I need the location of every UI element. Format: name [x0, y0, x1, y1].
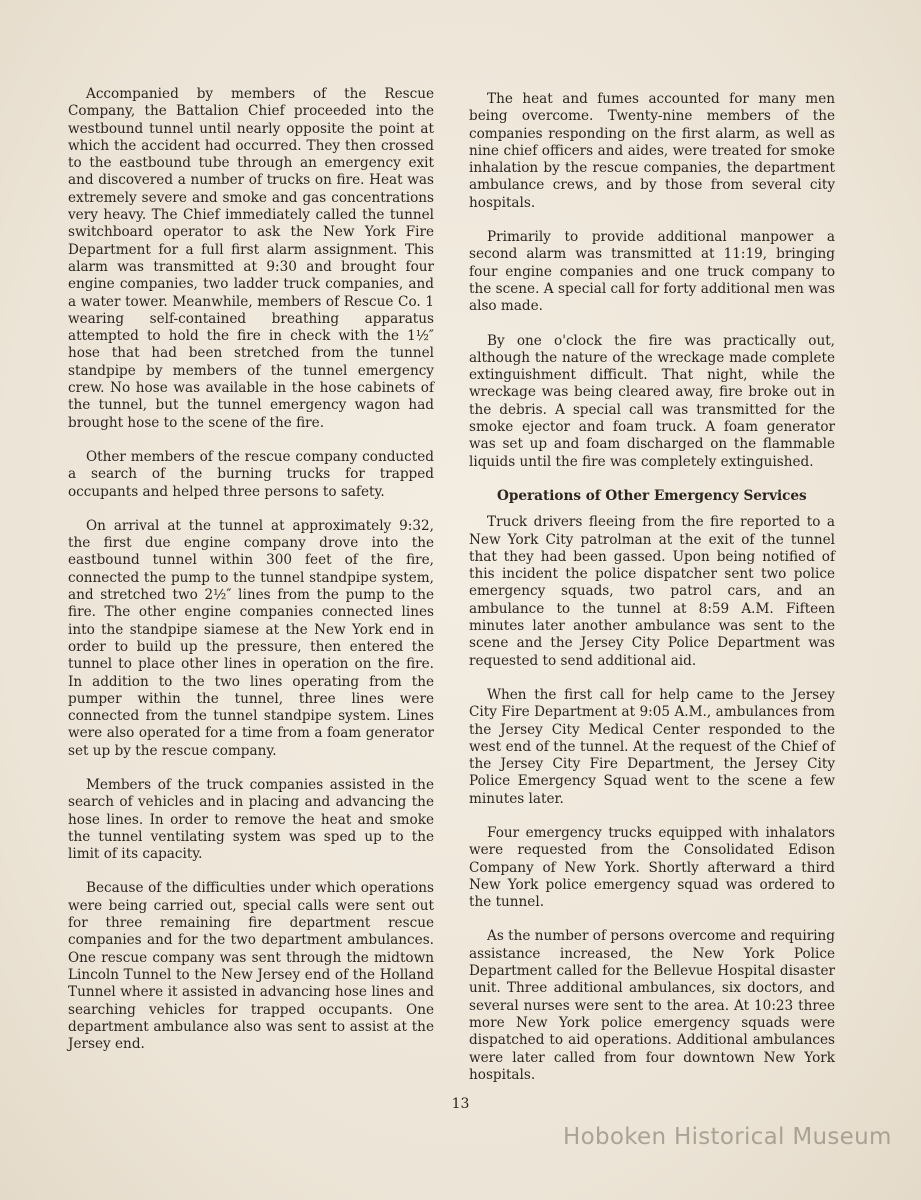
paragraph: The heat and fumes accounted for many men being overcome. Twenty-nine members of the companies responding on the first alarm, as well as nine chief officers and aides, were treated for smoke inhalation by the rescue companies, the department ambulance crews, and by those from several city hospitals. — [469, 91, 835, 211]
paragraph: Members of the truck companies assisted in the search of vehicles and in placing and advancing the hose lines. In order to remove the heat and smoke the tunnel ventilating system was sped up to the limit of its capacity. — [68, 776, 434, 863]
section-heading: Operations of Other Emergency Services — [497, 487, 807, 504]
paragraph: Accompanied by members of the Rescue Company, the Battalion Chief proceeded into the westbound tunnel until nearly opposite the point at which the accident had occurred. They then crossed to the eastbound tube through an emergency exit and discovered a number of trucks on fire. Heat was extremely severe and smoke and gas concentrations very heavy. The Chief immediately called the tunnel switchboard operator to ask the New York Fire Department for a full first alarm assignment. This alarm was transmitted at 9:30 and brought four engine companies, two ladder truck companies, and a water tower. Meanwhile, members of Rescue Co. 1 wearing self-contained breathing apparatus attempted to hold the fire in check with the 1½″ hose that had been stretched from the tunnel standpipe by members of the tunnel emergency crew. No hose was available in the hose cabinets of the tunnel, but the tunnel emergency wagon had brought hose to the scene of the fire. — [68, 86, 434, 431]
paragraph: Because of the difficulties under which operations were being carried out, special calls were sent out for three remaining fire department rescue companies and for the two department ambulances. One rescue company was sent through the midtown Lincoln Tunnel to the New Jersey end of the Holland Tunnel where it assisted in advancing hose lines and searching vehicles for trapped occupants. One department ambulance also was sent to assist at the Jersey end. — [68, 880, 434, 1053]
left-column — [68, 86, 434, 1070]
paragraph: When the first call for help came to the Jersey City Fire Department at 9:05 A.M., ambulances from the Jersey City Medical Center responded to the west end of the tunnel. At the request of the Chief of the Jersey City Fire Department, the Jersey City Police Emergency Squad went to the scene a few minutes later. — [469, 686, 835, 807]
page-number: 13 — [451, 1096, 470, 1112]
paragraph: Other members of the rescue company conducted a search of the burning trucks for trapped occupants and helped three persons to safety. — [68, 448, 434, 500]
paragraph: Primarily to provide additional manpower a second alarm was transmitted at 11:19, bringing four engine companies and one truck company to the scene. A special call for forty additional men was also made. — [469, 229, 835, 315]
paragraph: As the number of persons overcome and requiring assistance increased, the New York Police Department called for the Bellevue Hospital disaster unit. Three additional ambulances, six doctors, and several nurses were sent to the area. At 10:23 three more New York police emergency squads were dispatched to aid operations. Additional ambulances were later called from four downtown New York hospitals. — [469, 928, 835, 1083]
right-column — [469, 91, 835, 1101]
paragraph: On arrival at the tunnel at approximately 9:32, the first due engine company drove into the eastbound tunnel within 300 feet of the fire, connected the pump to the tunnel standpipe system, and stretched two 2½″ lines from the pump to the fire. The other engine companies connected lines into the standpipe siamese at the New York end in order to build up the pressure, then entered the tunnel to place other lines in operation on the fire. In addition to the two lines operating from the pumper within the tunnel, three lines were connected from the tunnel standpipe system. Lines were also operated for a time from a foam generator set up by the rescue company. — [68, 517, 434, 759]
paragraph: Four emergency trucks equipped with inhalators were requested from the Consolidated Edison Company of New York. Shortly afterward a third New York police emergency squad was ordered to the tunnel. — [469, 824, 835, 911]
paragraph: Truck drivers fleeing from the fire reported to a New York City patrolman at the exit of the tunnel that they had been gassed. Upon being notified of this incident the police dispatcher sent two police emergency squads, two patrol cars, and an ambulance to the tunnel at 8:59 A.M. Fifteen minutes later another ambulance was sent to the scene and the Jersey City Police Department was requested to send additional aid. — [469, 514, 835, 669]
paragraph: By one o'clock the fire was practically out, although the nature of the wreckage made complete extinguishment difficult. That night, while the wreckage was being cleared away, fire broke out in the debris. A special call was transmitted for the smoke ejector and foam truck. A foam generator was set up and foam discharged on the flammable liquids until the fire was completely extinguished. — [469, 332, 835, 470]
watermark: Hoboken Historical Museum — [563, 1124, 892, 1150]
